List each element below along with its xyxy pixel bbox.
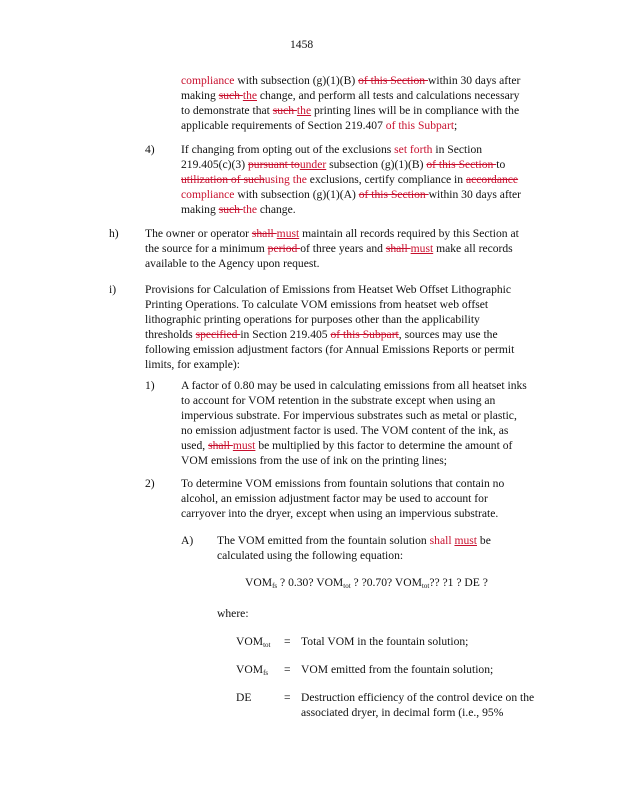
text: making <box>181 89 219 102</box>
def-equals: = <box>284 663 291 676</box>
cont-line-4 <box>181 118 520 133</box>
text: ; <box>454 119 458 132</box>
deleted-text: of this Section <box>358 74 428 87</box>
text: subsection (g)(1)(B) <box>326 158 427 171</box>
definition-row <box>236 690 251 705</box>
inserted-text: using the <box>264 173 307 186</box>
text: of three years and <box>300 242 386 255</box>
item-4-line-3 <box>181 172 521 187</box>
inserted-text: the <box>296 104 312 117</box>
def-symbol: VOM <box>236 663 264 676</box>
inserted-text: the <box>242 89 258 102</box>
inserted-text: compliance <box>181 188 235 201</box>
item-i2-line-1: To determine VOM emissions from fountain solutions that contain no <box>181 477 505 490</box>
def-equals: = <box>284 635 291 648</box>
deleted-text: utilization of such <box>181 173 265 186</box>
section-i-line-1: Provisions for Calculation of Emissions from Heatset Web Offset Lithographic <box>145 283 512 296</box>
item-4-label: 4) <box>145 143 155 156</box>
text: , sources may use the <box>398 328 498 341</box>
item-4-line-1 <box>181 142 521 157</box>
item-4-line-2 <box>181 157 521 172</box>
text: the source for a minimum <box>145 242 268 255</box>
item-i1-label: 1) <box>145 379 155 392</box>
eq-subscript: tot <box>343 582 351 590</box>
inserted-text: must <box>454 534 477 547</box>
item-4-line-4 <box>181 187 521 202</box>
equation <box>245 575 488 590</box>
def-description-line-2: associated dryer, in decimal form (i.e., 95% <box>301 706 504 719</box>
item-i1-paragraph <box>181 378 527 468</box>
item-i1-line-4: no emission adjustment factor is used. The VOM content of the ink, as <box>181 424 509 437</box>
deleted-text: shall <box>208 439 233 452</box>
text: to demonstrate that <box>181 104 273 117</box>
eq-text: ? 0.30? VOM <box>277 576 344 589</box>
deleted-text: such <box>272 104 297 117</box>
inserted-text: set forth <box>394 143 433 156</box>
def-symbol: DE <box>236 691 252 704</box>
text: be multiplied by this factor to determine the amount of <box>255 439 513 452</box>
item-i1-line-5 <box>181 438 527 453</box>
item-i1-line-6: VOM emissions from the use of ink on the printing lines; <box>181 454 447 467</box>
def-equals: = <box>284 691 291 704</box>
section-h-line-1 <box>145 226 519 241</box>
section-i-line-4 <box>145 327 514 342</box>
item-A-label: A) <box>181 534 194 547</box>
item-4-paragraph <box>181 142 521 217</box>
item-A-paragraph <box>217 533 491 563</box>
text: in Section <box>432 143 483 156</box>
inserted-text: shall <box>429 534 455 547</box>
deleted-text: of this Section <box>426 158 497 171</box>
text: with subsection (g)(1)(B) <box>234 74 359 87</box>
eq-text: ?? ?1 ? DE ? <box>429 576 488 589</box>
section-i-line-2: Printing Operations. To calculate VOM emissions from heatset web offset <box>145 298 489 311</box>
cont-line-3 <box>181 103 520 118</box>
text: in <box>240 328 250 341</box>
deleted-text: shall <box>251 227 277 240</box>
text: make all records <box>433 242 513 255</box>
text: within 30 days after <box>427 74 521 87</box>
def-subscript: fs <box>263 669 269 677</box>
cont-line-2 <box>181 88 520 103</box>
inserted-text: must <box>276 227 300 240</box>
text: be <box>477 534 491 547</box>
def-description-line-1: Destruction efficiency of the control device on the <box>301 691 535 704</box>
text: with subsection (g)(1)(A) <box>234 188 359 201</box>
definition-row <box>236 634 270 649</box>
text: exclusions, certify compliance in <box>306 173 466 186</box>
section-h-paragraph <box>145 226 519 271</box>
def-description: VOM emitted from the fountain solution; <box>301 663 494 676</box>
eq-subscript: tot <box>421 582 430 590</box>
where-label: where: <box>217 607 249 620</box>
inserted-text: compliance <box>181 74 235 87</box>
text: maintain all records required by this Section at <box>299 227 519 240</box>
item-A-line-1 <box>217 533 491 548</box>
deleted-text: pursuant to <box>247 158 300 171</box>
deleted-text: such <box>218 89 243 102</box>
item-A-line-2: calculated using the following equation: <box>217 549 404 562</box>
section-h-line-2 <box>145 241 519 256</box>
item-i2-line-3: carryover into the dryer, except when using an impervious substrate. <box>181 507 499 520</box>
inserted-text: of this Subpart <box>385 119 455 132</box>
inserted-text: the <box>242 203 258 216</box>
inserted-text: must <box>232 439 256 452</box>
inserted-text: under <box>299 158 327 171</box>
text: applicable requirements of Section 219.407 <box>181 119 386 132</box>
section-i-line-3: lithographic printing operations for purposes other than the applicability <box>145 313 480 326</box>
text: thresholds <box>145 328 196 341</box>
text: change. <box>257 203 296 216</box>
text: 219.405(c)(3) <box>181 158 248 171</box>
text: within 30 days after <box>428 188 522 201</box>
text: If changing from opting out of the exclusions <box>181 143 395 156</box>
item-i2-label: 2) <box>145 477 155 490</box>
def-subscript: tot <box>263 641 271 649</box>
deleted-text: shall <box>385 242 411 255</box>
def-description: Total VOM in the fountain solution; <box>301 635 469 648</box>
eq-text: ? ?0.70? VOM <box>350 576 422 589</box>
def-description <box>301 690 534 720</box>
deleted-text: such <box>218 203 243 216</box>
text: The owner or operator <box>145 227 252 240</box>
item-4-line-5 <box>181 202 521 217</box>
text: to <box>496 158 506 171</box>
section-i-label: i) <box>109 283 117 296</box>
deleted-text: accordance <box>465 173 519 186</box>
deleted-text: of this Section <box>358 188 429 201</box>
text: used, <box>181 439 209 452</box>
text: Section 219.405 <box>249 328 331 341</box>
text: printing lines will be in compliance with the <box>311 104 520 117</box>
section-h-label: h) <box>109 227 119 240</box>
eq-subscript: fs <box>272 582 278 590</box>
section-i-paragraph <box>145 282 514 372</box>
page-number: 1458 <box>290 38 314 51</box>
section-h-line-3: available to the Agency upon request. <box>145 257 320 270</box>
deleted-text: of this Subpart <box>330 328 399 341</box>
item-i1-line-2: to account for VOM retention in the substrate except when using an <box>181 394 496 407</box>
item-i1-line-1: A factor of 0.80 may be used in calculating emissions from all heatset inks <box>181 379 527 392</box>
item-i1-line-3: impervious substrate. For impervious substrates such as metal or plastic, <box>181 409 517 422</box>
section-i-line-5: following emission adjustment factors (for Annual Emissions Reports or permit <box>145 343 515 356</box>
text: The VOM emitted from the fountain solution <box>217 534 430 547</box>
text: change, and perform all tests and calculations necessary <box>257 89 520 102</box>
inserted-text: must <box>410 242 434 255</box>
def-symbol: VOM <box>236 635 264 648</box>
cont-line-1 <box>181 73 520 88</box>
eq-text: VOM <box>245 576 273 589</box>
definition-row <box>236 662 268 677</box>
text: making <box>181 203 219 216</box>
item-i2-paragraph <box>181 476 504 521</box>
deleted-text: specified <box>195 328 241 341</box>
section-i-line-6: limits, for example): <box>145 358 240 371</box>
item-i2-line-2: alcohol, an emission adjustment factor may be used to account for <box>181 492 488 505</box>
cont-paragraph <box>181 73 520 133</box>
deleted-text: period <box>267 242 301 255</box>
